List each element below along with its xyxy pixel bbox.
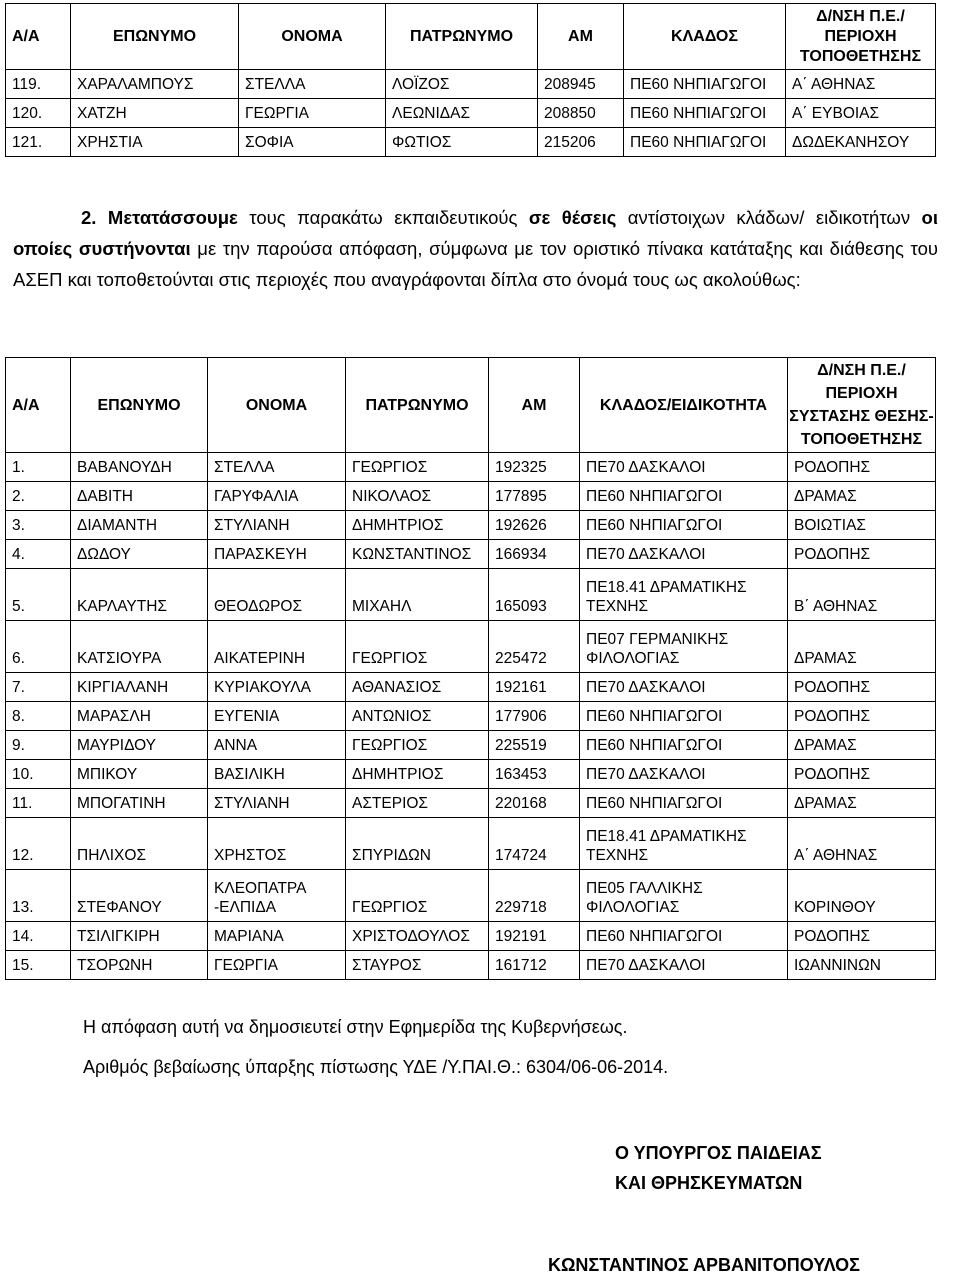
table-cell: ΡΟΔΟΠΗΣ xyxy=(788,922,936,951)
table-cell: 120. xyxy=(6,99,71,128)
table-cell: 7. xyxy=(6,673,71,702)
table-cell: Α΄ ΕΥΒΟΙΑΣ xyxy=(786,99,936,128)
table-cell: 192161 xyxy=(489,673,580,702)
table-row xyxy=(6,99,936,128)
table-cell: ΜΑΡΑΣΛΗ xyxy=(71,702,208,731)
table-row xyxy=(6,453,936,482)
table-cell: ΠΕ70 ΔΑΣΚΑΛΟΙ xyxy=(580,453,788,482)
table-cell: ΣΤΕΦΑΝΟΥ xyxy=(71,870,208,922)
col-header: ΚΛΑΔΟΣ/ΕΙΔΙΚΟΤΗΤΑ xyxy=(580,358,788,453)
table-cell: 4. xyxy=(6,540,71,569)
bold-text: οι οποίες συστήνονται xyxy=(13,207,938,259)
table-cell: ΡΟΔΟΠΗΣ xyxy=(788,760,936,789)
col-header: ΑΜ xyxy=(489,358,580,453)
table-cell: ΚΛΕΟΠΑΤΡΑ -ΕΛΠΙΔΑ xyxy=(208,870,346,922)
table-header-row xyxy=(6,358,936,453)
table-cell: ΚΥΡΙΑΚΟΥΛΑ xyxy=(208,673,346,702)
table-cell: 166934 xyxy=(489,540,580,569)
table-cell: ΔΡΑΜΑΣ xyxy=(788,621,936,673)
table-cell: 8. xyxy=(6,702,71,731)
table-cell: ΤΣΟΡΩΝΗ xyxy=(71,951,208,980)
table-cell: ΔΑΒΙΤΗ xyxy=(71,482,208,511)
table-cell: 229718 xyxy=(489,870,580,922)
table-cell: ΠΕ70 ΔΑΣΚΑΛΟΙ xyxy=(580,951,788,980)
table-cell: 225519 xyxy=(489,731,580,760)
table-cell: ΠΕ60 ΝΗΠΙΑΓΩΓΟΙ xyxy=(580,789,788,818)
table-cell: ΣΤΥΛΙΑΝΗ xyxy=(208,511,346,540)
col-header: Δ/ΝΣΗ Π.Ε./ ΠΕΡΙΟΧΗ ΣΥΣΤΑΣΗΣ ΘΕΣΗΣ- ΤΟΠΟΘΕΤΗΣΗΣ xyxy=(788,358,936,453)
table-cell: 174724 xyxy=(489,818,580,870)
table-cell: ΣΤΕΛΛΑ xyxy=(239,70,386,99)
table-cell: ΠΕ70 ΔΑΣΚΑΛΟΙ xyxy=(580,540,788,569)
table-cell: ΒΑΣΙΛΙΚΗ xyxy=(208,760,346,789)
table-cell: Α΄ ΑΘΗΝΑΣ xyxy=(788,818,936,870)
paragraph-text: με την παρούσα απόφαση, σύμφωνα με τον οριστικό πίνακα κατάταξης και διάθεσης του ΑΣΕΠ και τοποθετούνται στις περιοχές που αναγράφονται δίπλα στο όνομά τους ως ακολούθως: xyxy=(13,238,938,290)
table-cell: ΚΩΝΣΤΑΝΤΙΝΟΣ xyxy=(346,540,489,569)
table-cell: 225472 xyxy=(489,621,580,673)
table-cell: ΑΝΤΩΝΙΟΣ xyxy=(346,702,489,731)
table-cell: ΠΕ60 ΝΗΠΙΑΓΩΓΟΙ xyxy=(624,128,786,157)
col-header: Α/Α xyxy=(6,358,71,453)
table-cell: ΑΝΝΑ xyxy=(208,731,346,760)
table-cell: ΓΕΩΡΓΙΟΣ xyxy=(346,731,489,760)
minister-title-line: Ο ΥΠΟΥΡΓΟΣ ΠΑΙΔΕΙΑΣ xyxy=(615,1143,822,1163)
table-cell: 192626 xyxy=(489,511,580,540)
table-header-row xyxy=(6,4,936,70)
table-cell: 13. xyxy=(6,870,71,922)
table-cell: ΠΕ60 ΝΗΠΙΑΓΩΓΟΙ xyxy=(580,482,788,511)
table-cell: ΓΕΩΡΓΙΟΣ xyxy=(346,621,489,673)
table-cell: ΓΕΩΡΓΙΟΣ xyxy=(346,453,489,482)
table-cell: ΑΣΤΕΡΙΟΣ xyxy=(346,789,489,818)
table-row xyxy=(6,511,936,540)
bold-text: σε θέσεις xyxy=(528,207,617,228)
table-cell: ΠΕ60 ΝΗΠΙΑΓΩΓΟΙ xyxy=(624,99,786,128)
table-cell: 192191 xyxy=(489,922,580,951)
table-cell: ΜΠΙΚΟΥ xyxy=(71,760,208,789)
table-row xyxy=(6,870,936,922)
paragraph-number: 2. xyxy=(81,207,97,228)
col-header: ΚΛΑΔΟΣ xyxy=(624,4,786,70)
table-row xyxy=(6,482,936,511)
table-cell: 161712 xyxy=(489,951,580,980)
table-cell: ΜΑΡΙΑΝΑ xyxy=(208,922,346,951)
table-cell: ΧΑΡΑΛΑΜΠΟΥΣ xyxy=(71,70,239,99)
publication-note: Η απόφαση αυτή να δημοσιευτεί στην Εφημερίδα της Κυβερνήσεως. xyxy=(83,1017,628,1037)
table-row xyxy=(6,702,936,731)
table-cell: ΒΑΒΑΝΟΥΔΗ xyxy=(71,453,208,482)
table-cell: 6. xyxy=(6,621,71,673)
table-cell: ΠΕ18.41 ΔΡΑΜΑΤΙΚΗΣ ΤΕΧΝΗΣ xyxy=(580,818,788,870)
table-cell: Β΄ ΑΘΗΝΑΣ xyxy=(788,569,936,621)
col-header: ΠΑΤΡΩΝΥΜΟ xyxy=(386,4,538,70)
table-cell: ΓΕΩΡΓΙΟΣ xyxy=(346,870,489,922)
table-cell: ΠΕ70 ΔΑΣΚΑΛΟΙ xyxy=(580,673,788,702)
table-cell: 177895 xyxy=(489,482,580,511)
table-cell: ΡΟΔΟΠΗΣ xyxy=(788,702,936,731)
table-row xyxy=(6,922,936,951)
credit-note: Αριθμός βεβαίωσης ύπαρξης πίστωσης ΥΔΕ /Υ.ΠΑΙ.Θ.: 6304/06-06-2014. xyxy=(83,1057,669,1077)
table-row xyxy=(6,673,936,702)
col-header: ΠΑΤΡΩΝΥΜΟ xyxy=(346,358,489,453)
table-cell: 11. xyxy=(6,789,71,818)
table-cell: ΦΩΤΙΟΣ xyxy=(386,128,538,157)
table-row xyxy=(6,818,936,870)
col-header: ΕΠΩΝΥΜΟ xyxy=(71,4,239,70)
table-cell: 12. xyxy=(6,818,71,870)
table-cell: ΣΠΥΡΙΔΩΝ xyxy=(346,818,489,870)
table-cell: ΠΕ60 ΝΗΠΙΑΓΩΓΟΙ xyxy=(624,70,786,99)
table-cell: 9. xyxy=(6,731,71,760)
table-cell: 2. xyxy=(6,482,71,511)
table-cell: ΚΑΡΛΑΥΤΗΣ xyxy=(71,569,208,621)
placement-table-new-posts xyxy=(5,357,936,980)
table-cell: ΣΤΕΛΛΑ xyxy=(208,453,346,482)
table-cell: 208850 xyxy=(538,99,624,128)
table-cell: ΔΩΔΟΥ xyxy=(71,540,208,569)
table-cell: 215206 xyxy=(538,128,624,157)
table-row xyxy=(6,540,936,569)
decision-paragraph xyxy=(13,202,938,295)
table-cell: ΝΙΚΟΛΑΟΣ xyxy=(346,482,489,511)
table-cell: ΔΗΜΗΤΡΙΟΣ xyxy=(346,511,489,540)
table-cell: 165093 xyxy=(489,569,580,621)
table-cell: ΚΟΡΙΝΘΟΥ xyxy=(788,870,936,922)
table-cell: ΠΕ60 ΝΗΠΙΑΓΩΓΟΙ xyxy=(580,731,788,760)
table-cell: 14. xyxy=(6,922,71,951)
table-cell: ΤΣΙΛΙΓΚΙΡΗ xyxy=(71,922,208,951)
table-cell: ΠΕ60 ΝΗΠΙΑΓΩΓΟΙ xyxy=(580,511,788,540)
table-cell: 208945 xyxy=(538,70,624,99)
col-header: ΕΠΩΝΥΜΟ xyxy=(71,358,208,453)
table-cell: ΠΕ05 ΓΑΛΛΙΚΗΣ ΦΙΛΟΛΟΓΙΑΣ xyxy=(580,870,788,922)
minister-title-line: ΚΑΙ ΘΡΗΣΚΕΥΜΑΤΩΝ xyxy=(615,1173,803,1193)
table-cell: ΧΡΗΣΤΙΑ xyxy=(71,128,239,157)
table-row xyxy=(6,70,936,99)
table-cell: ΔΡΑΜΑΣ xyxy=(788,482,936,511)
table-cell: ΙΩΑΝΝΙΝΩΝ xyxy=(788,951,936,980)
bold-text: Μετατάσσουμε xyxy=(107,207,238,228)
table-row xyxy=(6,128,936,157)
table-row xyxy=(6,731,936,760)
table-cell: ΚΑΤΣΙΟΥΡΑ xyxy=(71,621,208,673)
table-cell: 119. xyxy=(6,70,71,99)
table-cell: ΠΕ70 ΔΑΣΚΑΛΟΙ xyxy=(580,760,788,789)
table-cell: 5. xyxy=(6,569,71,621)
table-row xyxy=(6,789,936,818)
col-header: Α/Α xyxy=(6,4,71,70)
table-cell: ΔΩΔΕΚΑΝΗΣΟΥ xyxy=(786,128,936,157)
table-cell: ΔΗΜΗΤΡΙΟΣ xyxy=(346,760,489,789)
table-cell: ΔΡΑΜΑΣ xyxy=(788,789,936,818)
minister-title xyxy=(615,1138,822,1198)
table-cell: 177906 xyxy=(489,702,580,731)
table-cell: ΔΙΑΜΑΝΤΗ xyxy=(71,511,208,540)
table-cell: ΧΡΙΣΤΟΔΟΥΛΟΣ xyxy=(346,922,489,951)
table-cell: ΧΑΤΖΗ xyxy=(71,99,239,128)
table-cell: ΠΕ60 ΝΗΠΙΑΓΩΓΟΙ xyxy=(580,702,788,731)
table-cell: ΜΠΟΓΑΤΙΝΗ xyxy=(71,789,208,818)
table-cell: ΠΕ60 ΝΗΠΙΑΓΩΓΟΙ xyxy=(580,922,788,951)
table-cell: 10. xyxy=(6,760,71,789)
table-cell: 163453 xyxy=(489,760,580,789)
table-cell: ΓΑΡΥΦΑΛΙΑ xyxy=(208,482,346,511)
col-header: ΟΝΟΜΑ xyxy=(208,358,346,453)
table-cell: ΣΟΦΙΑ xyxy=(239,128,386,157)
table-cell: ΑΙΚΑΤΕΡΙΝΗ xyxy=(208,621,346,673)
table-cell: ΡΟΔΟΠΗΣ xyxy=(788,540,936,569)
table-cell: ΡΟΔΟΠΗΣ xyxy=(788,453,936,482)
table-cell: ΚΙΡΓΙΑΛΑΝΗ xyxy=(71,673,208,702)
col-header: Δ/ΝΣΗ Π.Ε./ ΠΕΡΙΟΧΗ ΤΟΠΟΘΕΤΗΣΗΣ xyxy=(786,4,936,70)
table-row xyxy=(6,760,936,789)
table-cell: ΓΕΩΡΓΙΑ xyxy=(239,99,386,128)
table-cell: ΣΤΑΥΡΟΣ xyxy=(346,951,489,980)
table-cell: 1. xyxy=(6,453,71,482)
minister-name: ΚΩΝΣΤΑΝΤΙΝΟΣ ΑΡΒΑΝΙΤΟΠΟΥΛΟΣ xyxy=(548,1255,860,1275)
col-header: ΟΝΟΜΑ xyxy=(239,4,386,70)
paragraph-text: αντίστοιχων κλάδων/ ειδικοτήτων xyxy=(616,207,922,228)
table-cell: ΧΡΗΣΤΟΣ xyxy=(208,818,346,870)
table-row xyxy=(6,951,936,980)
table-cell: 15. xyxy=(6,951,71,980)
table-cell: ΡΟΔΟΠΗΣ xyxy=(788,673,936,702)
table-cell: ΠΗΛΙΧΟΣ xyxy=(71,818,208,870)
paragraph-text: τους παρακάτω εκπαιδευτικούς xyxy=(237,207,529,228)
table-cell: ΣΤΥΛΙΑΝΗ xyxy=(208,789,346,818)
table-cell: ΛΟΪΖΟΣ xyxy=(386,70,538,99)
table-cell: ΜΑΥΡΙΔΟΥ xyxy=(71,731,208,760)
table-cell: ΛΕΩΝΙΔΑΣ xyxy=(386,99,538,128)
table-cell: 121. xyxy=(6,128,71,157)
table-cell: ΓΕΩΡΓΙΑ xyxy=(208,951,346,980)
table-cell: ΑΘΑΝΑΣΙΟΣ xyxy=(346,673,489,702)
table-cell: ΘΕΟΔΩΡΟΣ xyxy=(208,569,346,621)
table-cell: ΜΙΧΑΗΛ xyxy=(346,569,489,621)
table-row xyxy=(6,569,936,621)
table-row xyxy=(6,621,936,673)
table-cell: ΠΑΡΑΣΚΕΥΗ xyxy=(208,540,346,569)
table-cell: ΠΕ18.41 ΔΡΑΜΑΤΙΚΗΣ ΤΕΧΝΗΣ xyxy=(580,569,788,621)
table-cell: 220168 xyxy=(489,789,580,818)
table-cell: 3. xyxy=(6,511,71,540)
placement-table-continued xyxy=(5,3,936,157)
table-cell: ΠΕ07 ΓΕΡΜΑΝΙΚΗΣ ΦΙΛΟΛΟΓΙΑΣ xyxy=(580,621,788,673)
table-cell: ΔΡΑΜΑΣ xyxy=(788,731,936,760)
table-cell: Α΄ ΑΘΗΝΑΣ xyxy=(786,70,936,99)
table-cell: ΕΥΓΕΝΙΑ xyxy=(208,702,346,731)
table-cell: 192325 xyxy=(489,453,580,482)
col-header: ΑΜ xyxy=(538,4,624,70)
table-cell: ΒΟΙΩΤΙΑΣ xyxy=(788,511,936,540)
